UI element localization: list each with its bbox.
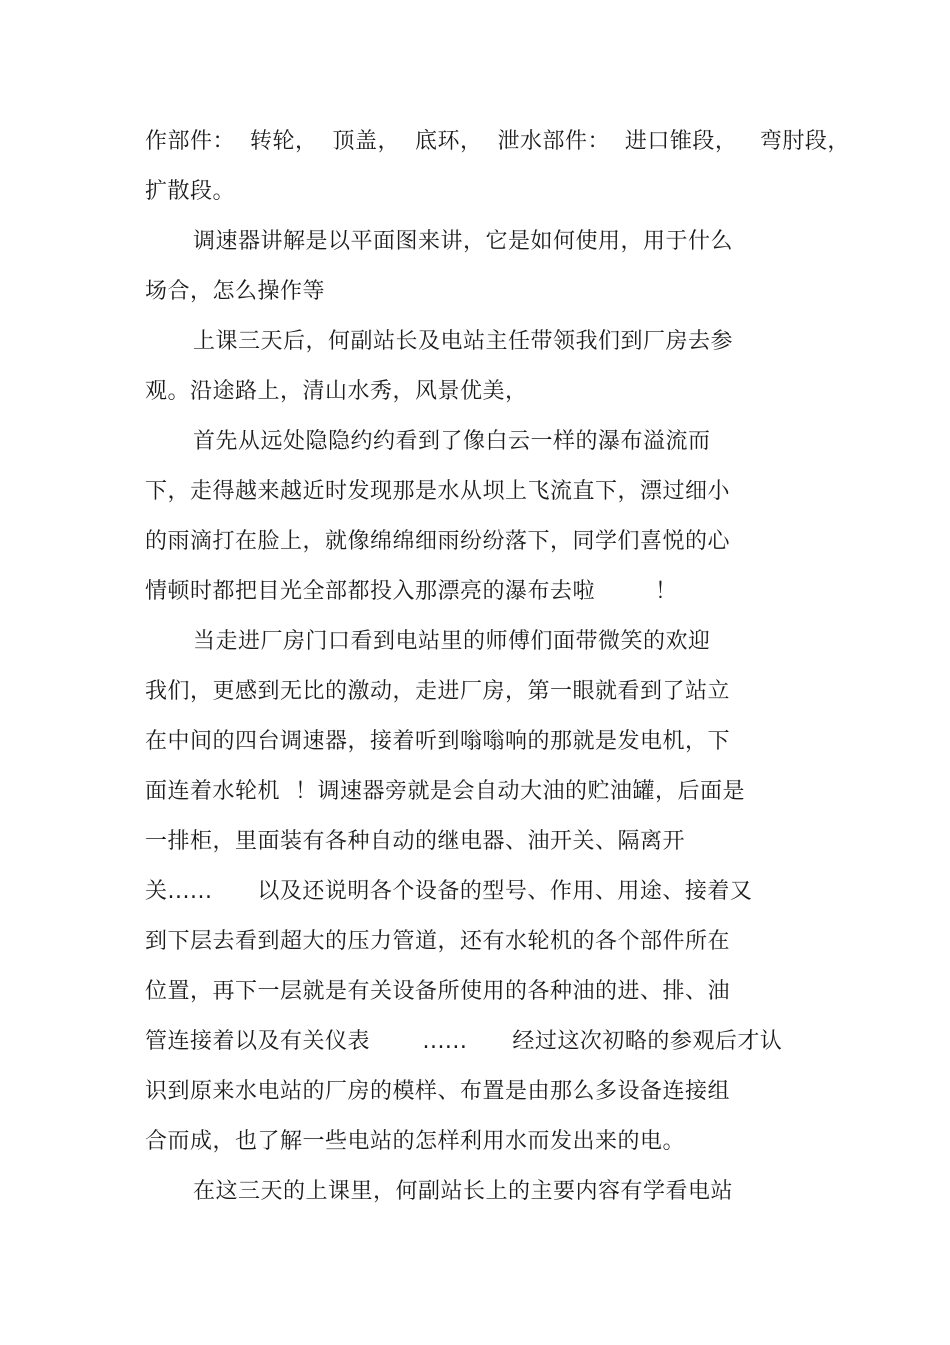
text-line: 在这三天的上课里，何副站长上的主要内容有学看电站 (193, 1179, 734, 1204)
text-line: 管连接着以及有关仪表 ...... 经过这次初略的参观后才认 (145, 1029, 783, 1054)
text-line: 在中间的四台调速器，接着听到嗡嗡响的那就是发电机，下 (145, 729, 731, 754)
text-line: 观。沿途路上，清山水秀，风景优美， (145, 379, 528, 404)
text-line: 首先从远处隐隐约约看到了像白云一样的瀑布溢流而 (193, 429, 711, 454)
text-line: 识到原来水电站的厂房的模样、布置是由那么多设备连接组 (145, 1079, 731, 1104)
text-line: 场合，怎么操作等 (145, 279, 326, 304)
text-line: 合而成，也了解一些电站的怎样利用水而发出来的电。 (145, 1129, 686, 1154)
text-line: 上课三天后，何副站长及电站主任带领我们到厂房去参 (193, 329, 734, 354)
text-line: 调速器讲解是以平面图来讲，它是如何使用，用于什么 (193, 229, 734, 254)
text-line: 面连着水轮机 ！调速器旁就是会自动大油的贮油罐，后面是 (145, 779, 745, 804)
text-line: 一排柜，里面装有各种自动的继电器、油开关、隔离开 (145, 829, 686, 854)
text-line: 位置，再下一层就是有关设备所使用的各种油的进、排、油 (145, 979, 731, 1004)
text-line: 的雨滴打在脸上，就像绵绵细雨纷纷落下，同学们喜悦的心 (145, 529, 731, 554)
text-line: 下，走得越来越近时发现那是水从坝上飞流直下，漂过细小 (145, 479, 731, 504)
text-line: 作部件： 转轮， 顶盖， 底环， 泄水部件： 进口锥段， 弯肘段， (145, 129, 850, 154)
text-line: 到下层去看到超大的压力管道，还有水轮机的各个部件所在 (145, 929, 731, 954)
text-line: 我们，更感到无比的激动，走进厂房，第一眼就看到了站立 (145, 679, 731, 704)
text-line: 关...... 以及还说明各个设备的型号、作用、用途、接着又 (145, 879, 753, 904)
text-line: 扩散段。 (145, 179, 236, 204)
text-line: 情顿时都把目光全部都投入那漂亮的瀑布去啦 ！ (145, 579, 678, 604)
text-line: 当走进厂房门口看到电站里的师傅们面带微笑的欢迎 (193, 629, 711, 654)
